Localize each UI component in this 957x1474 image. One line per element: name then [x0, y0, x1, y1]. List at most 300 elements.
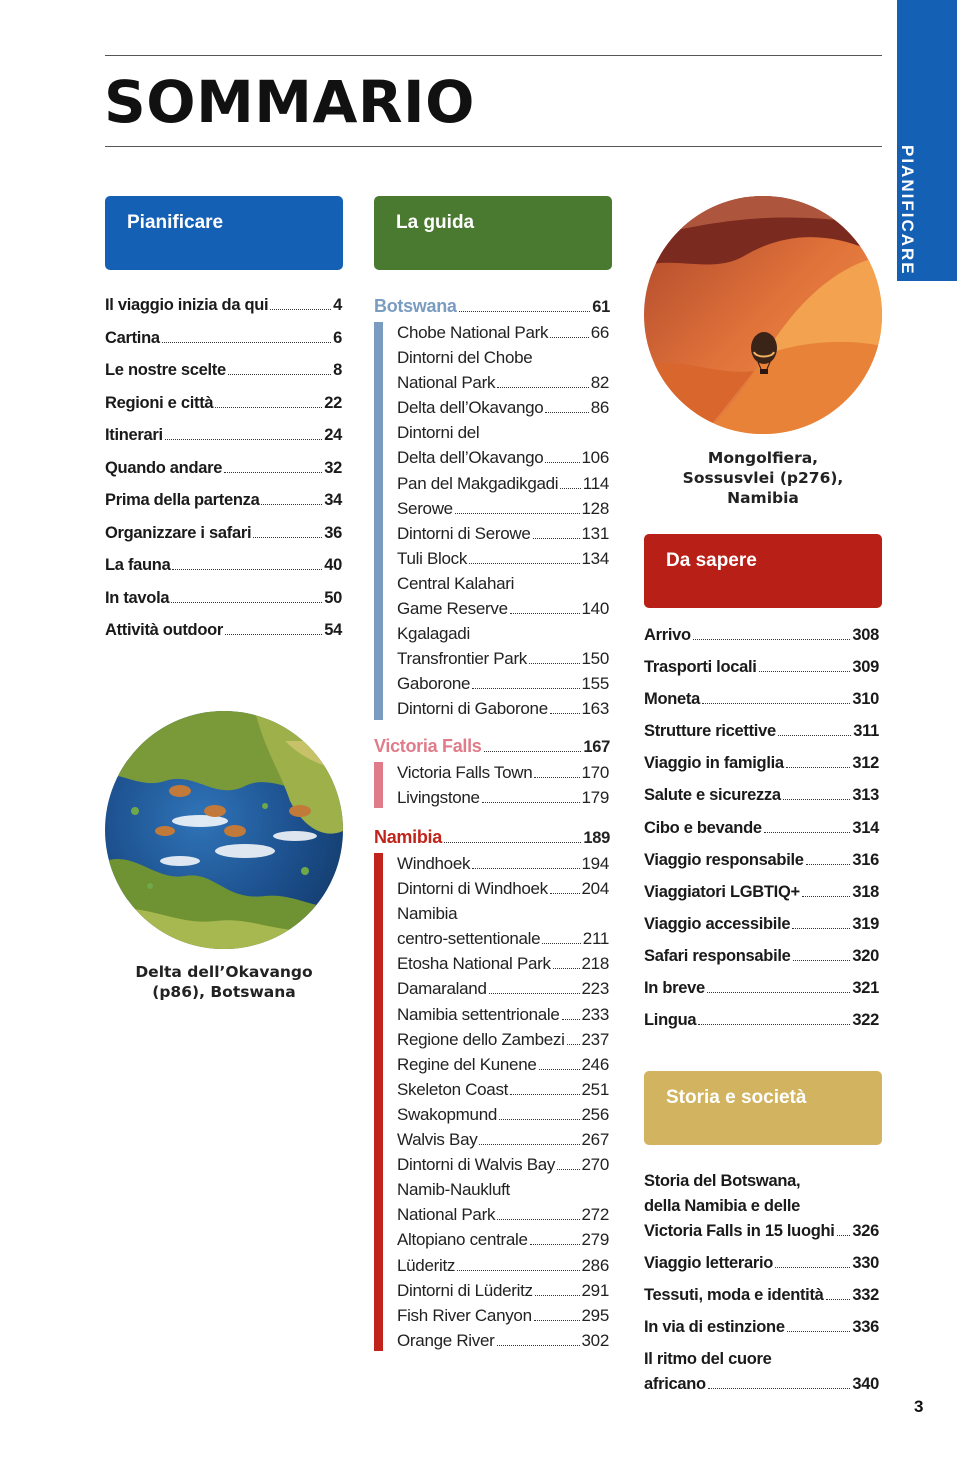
toc-entry-label: Game Reserve: [397, 599, 508, 619]
toc-entry-page: 106: [581, 448, 609, 468]
toc-entry-page: 40: [324, 556, 342, 574]
dot-leader: [778, 735, 851, 736]
toc-entry-label: Regine del Kunene: [397, 1054, 537, 1074]
sossusvlei-illustration: [644, 196, 882, 434]
toc-entry-page: 246: [581, 1054, 609, 1074]
toc-entry-label: Dintorni di Lüderitz: [397, 1280, 533, 1300]
toc-entry-label: Prima della partenza: [105, 491, 260, 509]
dot-leader: [693, 639, 851, 640]
title-underline: [105, 146, 882, 147]
dot-leader: [539, 1069, 580, 1070]
toc-entry-label: Quando andare: [105, 458, 223, 477]
toc-entry-page: 163: [581, 699, 609, 719]
toc-entry[interactable]: [397, 696, 609, 721]
toc-entry-page: 150: [581, 649, 609, 669]
dot-leader: [224, 472, 322, 473]
toc-entry-page: 218: [581, 954, 609, 974]
toc-entry[interactable]: [397, 901, 609, 926]
dot-leader: [472, 688, 579, 689]
toc-entry[interactable]: [397, 471, 609, 496]
toc-entry[interactable]: [397, 851, 609, 876]
dot-leader: [708, 1388, 851, 1389]
toc-entry-page: 82: [590, 373, 609, 393]
toc-entry[interactable]: [644, 1283, 879, 1308]
toc-entry-label: Regione dello Zambezi: [397, 1029, 565, 1049]
toc-entry[interactable]: [644, 979, 879, 1011]
toc-entry-label: Le nostre scelte: [105, 361, 226, 379]
toc-entry[interactable]: [397, 1227, 609, 1252]
dot-leader: [562, 1019, 580, 1020]
toc-entry[interactable]: [397, 571, 609, 596]
toc-entry[interactable]: [105, 296, 342, 329]
toc-entry-label: Strutture ricettive: [644, 722, 776, 741]
toc-entry-label: In via di estinzione: [644, 1318, 785, 1336]
pianificare-toc: [105, 296, 342, 654]
dot-leader: [482, 802, 580, 803]
toc-entry-row: [644, 1251, 879, 1276]
toc-entry-page: 86: [590, 398, 609, 418]
dot-leader: [270, 309, 331, 310]
toc-entry[interactable]: [644, 786, 879, 818]
toc-entry-label: Etosha National Park: [397, 954, 551, 974]
dot-leader: [253, 537, 322, 538]
toc-entry[interactable]: [105, 621, 342, 654]
toc-entry-page: 336: [852, 1318, 879, 1336]
toc-entry[interactable]: [397, 345, 609, 370]
toc-entry-label: Cibo e bevande: [644, 818, 762, 837]
toc-entry[interactable]: [644, 1347, 879, 1397]
toc-entry-page: 310: [852, 690, 879, 709]
toc-entry[interactable]: [644, 947, 879, 979]
toc-entry[interactable]: [105, 394, 342, 427]
toc-entry[interactable]: [397, 671, 609, 696]
guida-section-bar: [374, 762, 383, 808]
toc-entry[interactable]: [397, 1127, 609, 1152]
toc-entry[interactable]: [644, 819, 879, 851]
toc-entry-label: Victoria Falls in 15 luoghi: [644, 1222, 835, 1240]
guida-section-name: Victoria Falls: [374, 736, 482, 756]
toc-entry-page: 314: [852, 818, 879, 837]
okavango-caption-line: (p86), Botswana: [152, 983, 296, 1001]
dot-leader: [529, 663, 580, 664]
toc-entry-label: africano: [644, 1375, 706, 1393]
toc-entry-page: 179: [581, 788, 609, 808]
toc-entry-label: Itinerari: [105, 426, 163, 444]
toc-entry-page: 312: [852, 754, 879, 773]
toc-entry-page: 36: [324, 523, 342, 542]
dot-leader: [472, 868, 579, 869]
toc-entry[interactable]: [644, 1169, 879, 1244]
storia-heading-box: [644, 1071, 882, 1145]
toc-entry-label: In tavola: [105, 588, 170, 607]
toc-entry-label: National Park: [397, 373, 496, 393]
dot-leader: [698, 1024, 850, 1025]
toc-entry-label: Il viaggio inizia da qui: [105, 296, 269, 314]
toc-entry-page: 128: [581, 498, 609, 518]
dot-leader: [545, 462, 579, 463]
dot-leader: [225, 634, 322, 635]
toc-entry-page: 319: [852, 914, 879, 933]
toc-entry-page: 321: [852, 979, 879, 998]
dot-leader: [228, 374, 331, 375]
dot-leader: [479, 1144, 579, 1145]
toc-entry-label: Altopiano centrale: [397, 1230, 528, 1250]
toc-entry[interactable]: [644, 658, 879, 690]
guida-section-name: Namibia: [374, 827, 442, 847]
toc-entry-page: 8: [333, 361, 342, 379]
toc-entry[interactable]: [397, 976, 609, 1001]
top-rule: [105, 55, 882, 56]
toc-entry-label: Dintorni del Chobe: [397, 348, 533, 368]
toc-entry[interactable]: [644, 626, 879, 658]
toc-entry-page: 313: [852, 786, 879, 805]
dot-leader: [459, 311, 591, 312]
toc-entry[interactable]: [397, 1202, 609, 1227]
toc-entry[interactable]: [105, 524, 342, 557]
dot-leader: [707, 992, 850, 993]
toc-entry[interactable]: [397, 1303, 609, 1328]
toc-entry-page: 131: [581, 523, 609, 543]
toc-entry-label: In breve: [644, 979, 705, 998]
toc-entry-label: Salute e sicurezza: [644, 786, 781, 805]
toc-entry[interactable]: [644, 690, 879, 722]
toc-entry[interactable]: [397, 1027, 609, 1052]
toc-entry[interactable]: [644, 754, 879, 786]
toc-entry-label: Transfrontier Park: [397, 649, 528, 669]
toc-entry[interactable]: [397, 420, 609, 445]
toc-entry[interactable]: [644, 722, 879, 754]
toc-entry[interactable]: [644, 915, 879, 947]
toc-entry-page: 114: [582, 473, 609, 493]
toc-entry[interactable]: [397, 1002, 609, 1027]
dot-leader: [534, 777, 579, 778]
sossusvlei-caption: [644, 448, 882, 508]
toc-entry-label: Gaborone: [397, 674, 471, 694]
dot-leader: [535, 1295, 580, 1296]
dot-leader: [550, 713, 580, 714]
toc-entry-page: 223: [581, 979, 609, 999]
toc-entry-row: [644, 1219, 879, 1244]
toc-entry-label: Swakopmund: [397, 1104, 498, 1124]
toc-entry[interactable]: [105, 491, 342, 524]
toc-entry[interactable]: [397, 760, 609, 785]
toc-entry-label: Lüderitz: [397, 1255, 456, 1275]
toc-entry-label: Damaraland: [397, 979, 487, 999]
dot-leader: [162, 342, 331, 343]
toc-entry[interactable]: [397, 1253, 609, 1278]
toc-entry-label: Arrivo: [644, 626, 691, 644]
dot-leader: [787, 1331, 851, 1332]
dot-leader: [530, 1244, 580, 1245]
sapere-toc: [644, 626, 879, 1043]
dot-leader: [550, 337, 589, 338]
toc-entry-page: 332: [852, 1286, 879, 1304]
toc-entry-page: 267: [581, 1130, 609, 1150]
okavango-photo: [105, 711, 343, 949]
storia-toc: [644, 1169, 879, 1404]
toc-entry[interactable]: [644, 851, 879, 883]
guida-heading-box: [374, 196, 612, 270]
dot-leader: [826, 1299, 851, 1300]
toc-entry-label: Central Kalahari: [397, 573, 515, 593]
page-title: SOMMARIO: [104, 68, 475, 136]
dot-leader: [560, 488, 581, 489]
page-number: 3: [914, 1397, 924, 1416]
toc-entry-page: 318: [852, 882, 879, 901]
toc-entry-label: Viaggio responsabile: [644, 850, 804, 869]
toc-entry-row: [644, 1372, 879, 1397]
toc-entry-page: 34: [324, 491, 342, 509]
toc-entry[interactable]: [397, 445, 609, 470]
dot-leader: [792, 928, 850, 929]
dot-leader: [759, 671, 851, 672]
sapere-heading-box: [644, 534, 882, 608]
toc-entry-page: 279: [581, 1230, 609, 1250]
toc-entry[interactable]: [105, 556, 342, 589]
guida-section-list: [397, 760, 609, 810]
toc-entry-page: 291: [581, 1280, 609, 1300]
dot-leader: [775, 1267, 850, 1268]
toc-entry[interactable]: [397, 546, 609, 571]
toc-entry-page: 4: [333, 296, 342, 314]
toc-entry-page: 66: [590, 323, 609, 342]
guida-section-heading[interactable]: [374, 827, 610, 848]
toc-entry-page: 309: [852, 658, 879, 677]
toc-entry-label: Windhoek: [397, 854, 471, 873]
okavango-caption-line: Delta dell’Okavango: [135, 963, 313, 981]
toc-entry[interactable]: [397, 521, 609, 546]
dot-leader: [837, 1235, 851, 1236]
dot-leader: [497, 1345, 580, 1346]
guida-section-heading[interactable]: [374, 736, 610, 757]
toc-entry-label: Viaggio in famiglia: [644, 754, 784, 773]
toc-entry[interactable]: [397, 496, 609, 521]
toc-entry-page: 270: [581, 1155, 609, 1175]
storia-heading: Storia e società: [666, 1087, 807, 1108]
dot-leader: [786, 767, 851, 768]
toc-entry-label: Namibia: [397, 904, 458, 924]
toc-entry-page: 256: [581, 1104, 609, 1124]
guida-section-page: 61: [592, 298, 610, 316]
dot-leader: [553, 968, 580, 969]
toc-entry-page: 308: [852, 626, 879, 644]
toc-entry[interactable]: [397, 1077, 609, 1102]
toc-entry[interactable]: [105, 361, 342, 394]
dot-leader: [261, 504, 322, 505]
toc-entry-page: 194: [581, 854, 609, 873]
toc-entry-page: 204: [581, 879, 609, 899]
toc-entry-page: 340: [852, 1375, 879, 1393]
dot-leader: [489, 993, 580, 994]
dot-leader: [497, 1219, 579, 1220]
toc-entry[interactable]: [397, 876, 609, 901]
toc-entry-label: Skeleton Coast: [397, 1079, 509, 1099]
dot-leader: [497, 387, 589, 388]
toc-entry[interactable]: [105, 589, 342, 622]
toc-entry-row: [644, 1315, 879, 1340]
pianificare-heading-box: [105, 196, 343, 270]
toc-entry-label: Kgalagadi: [397, 624, 470, 644]
dot-leader: [542, 943, 580, 944]
guida-heading: La guida: [396, 212, 475, 233]
guida-section-bar: [374, 322, 383, 720]
dot-leader: [764, 832, 851, 833]
sossusvlei-caption-line: Namibia: [727, 489, 799, 507]
okavango-caption: [105, 962, 343, 1002]
dot-leader: [702, 703, 850, 704]
side-section-tab-label: PIANIFICARE: [898, 145, 917, 276]
toc-entry-label: Walvis Bay: [397, 1130, 478, 1150]
dot-leader: [533, 538, 580, 539]
guida-section-list: [397, 851, 609, 1353]
toc-entry-page: 322: [852, 1011, 879, 1030]
toc-entry-page: 170: [581, 763, 609, 782]
toc-entry-label: Orange River: [397, 1330, 495, 1350]
toc-entry[interactable]: [397, 320, 609, 345]
toc-entry-page: 286: [581, 1255, 609, 1275]
toc-entry-label: centro-settentionale: [397, 929, 541, 949]
toc-entry-label: Namib-Naukluft: [397, 1180, 510, 1200]
dot-leader: [172, 569, 322, 570]
dot-leader: [455, 513, 580, 514]
toc-entry-label: Regioni e città: [105, 393, 214, 412]
toc-entry[interactable]: [397, 785, 609, 810]
toc-entry[interactable]: [397, 395, 609, 420]
dot-leader: [802, 896, 851, 897]
toc-entry-label: Organizzare i safari: [105, 523, 252, 542]
toc-entry[interactable]: [644, 1315, 879, 1340]
dot-leader: [567, 1044, 580, 1045]
toc-entry-page: 134: [581, 548, 609, 568]
toc-entry-label: Dintorni di Serowe: [397, 523, 531, 543]
toc-entry-label: Pan del Makgadikgadi: [397, 473, 559, 493]
toc-entry-label: Dintorni di Windhoek: [397, 879, 548, 899]
dot-leader: [793, 960, 851, 961]
toc-entry[interactable]: [397, 1177, 609, 1202]
toc-entry-label-line: della Namibia e delle: [644, 1197, 801, 1215]
toc-entry[interactable]: [397, 951, 609, 976]
toc-entry-page: 316: [852, 850, 879, 869]
toc-entry-page: 32: [324, 458, 342, 477]
toc-entry-page: 251: [581, 1079, 609, 1099]
toc-entry-page: 272: [581, 1205, 609, 1225]
dot-leader: [499, 1119, 580, 1120]
toc-entry-label: Livingstone: [397, 788, 480, 808]
toc-entry[interactable]: [397, 646, 609, 671]
toc-entry[interactable]: [105, 426, 342, 459]
toc-entry[interactable]: [397, 621, 609, 646]
toc-entry-label: Tuli Block: [397, 548, 468, 568]
toc-entry-page: 330: [852, 1254, 879, 1272]
toc-entry[interactable]: [105, 459, 342, 492]
guida-section-name: Botswana: [374, 296, 457, 316]
dot-leader: [510, 613, 580, 614]
toc-entry[interactable]: [644, 1251, 879, 1276]
toc-entry-page: 302: [581, 1330, 609, 1350]
toc-entry[interactable]: [397, 1052, 609, 1077]
toc-entry-label: Namibia settentrionale: [397, 1004, 560, 1024]
dot-leader: [534, 1320, 580, 1321]
toc-entry[interactable]: [397, 1102, 609, 1127]
toc-entry-page: 50: [324, 588, 342, 607]
toc-entry-label: Viaggio letterario: [644, 1254, 774, 1272]
toc-entry[interactable]: [397, 1328, 609, 1353]
toc-entry-label: Dintorni di Walvis Bay: [397, 1155, 556, 1175]
dot-leader: [510, 1094, 579, 1095]
toc-entry-page: 140: [581, 599, 609, 619]
dot-leader: [484, 751, 582, 752]
toc-entry-label: Cartina: [105, 328, 160, 347]
toc-entry-label: Chobe National Park: [397, 323, 549, 342]
toc-entry-label: Fish River Canyon: [397, 1305, 532, 1325]
toc-entry-row: [644, 1283, 879, 1308]
dot-leader: [806, 864, 851, 865]
toc-entry-label: National Park: [397, 1205, 496, 1225]
dot-leader: [171, 602, 322, 603]
okavango-illustration: [105, 711, 343, 949]
guida-section-bar: [374, 853, 383, 1351]
toc-entry[interactable]: [397, 1278, 609, 1303]
toc-entry-page: 311: [853, 722, 879, 741]
side-section-tab[interactable]: [897, 0, 957, 281]
toc-entry[interactable]: [397, 926, 609, 951]
toc-entry-label: Viaggiatori LGBTIQ+: [644, 882, 800, 901]
guida-section-list: [397, 320, 609, 722]
toc-entry-page: 6: [333, 328, 342, 347]
guida-section-heading[interactable]: [374, 296, 610, 317]
guida-section-page: 189: [583, 829, 610, 847]
dot-leader: [557, 1169, 579, 1170]
sossusvlei-photo: [644, 196, 882, 434]
toc-entry-label: Delta dell’Okavango: [397, 398, 544, 418]
toc-entry-label: La fauna: [105, 556, 171, 574]
toc-entry[interactable]: [397, 1152, 609, 1177]
toc-entry-label: Victoria Falls Town: [397, 763, 533, 782]
toc-entry-label: Moneta: [644, 690, 700, 709]
toc-entry-label-line: Storia del Botswana,: [644, 1172, 801, 1190]
toc-entry[interactable]: [105, 329, 342, 362]
toc-entry-label: Lingua: [644, 1011, 697, 1030]
toc-entry[interactable]: [644, 1011, 879, 1043]
pianificare-heading: Pianificare: [127, 212, 224, 233]
toc-entry-label: Trasporti locali: [644, 658, 757, 677]
toc-entry[interactable]: [397, 596, 609, 621]
dot-leader: [469, 563, 579, 564]
sapere-heading: Da sapere: [666, 550, 757, 571]
toc-entry-label: Dintorni del: [397, 423, 480, 443]
toc-entry-page: 237: [581, 1029, 609, 1049]
guida-section-page: 167: [583, 738, 610, 756]
toc-entry-label: Viaggio accessibile: [644, 914, 791, 933]
toc-entry-page: 320: [852, 946, 879, 965]
toc-entry-page: 326: [852, 1222, 879, 1240]
toc-entry-label: Attività outdoor: [105, 621, 224, 639]
dot-leader: [444, 842, 581, 843]
toc-entry-label: Safari responsabile: [644, 946, 791, 965]
toc-entry-label: Serowe: [397, 498, 453, 518]
toc-entry[interactable]: [644, 883, 879, 915]
toc-entry-label: Delta dell’Okavango: [397, 448, 544, 468]
dot-leader: [165, 439, 322, 440]
dot-leader: [783, 799, 851, 800]
toc-entry-page: 54: [324, 621, 342, 639]
toc-entry[interactable]: [397, 370, 609, 395]
toc-entry-label: Tessuti, moda e identità: [644, 1286, 824, 1304]
dot-leader: [457, 1270, 579, 1271]
toc-entry-page: 24: [324, 426, 342, 444]
toc-entry-page: 22: [324, 393, 342, 412]
dot-leader: [545, 412, 588, 413]
